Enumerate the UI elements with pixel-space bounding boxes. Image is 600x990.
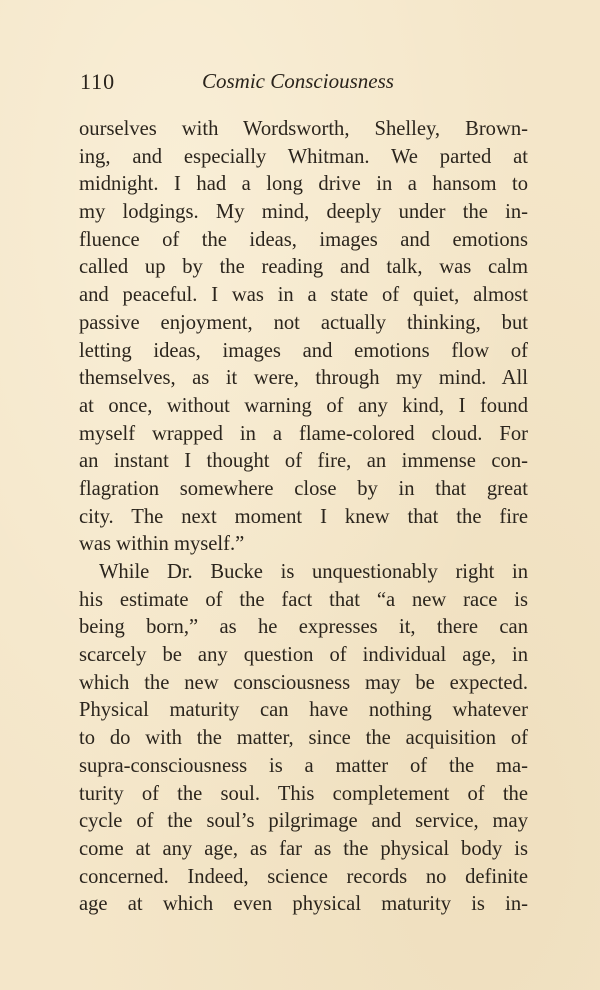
text-line: scarcely be any question of individual age, in <box>79 644 528 667</box>
text-line: called up by the reading and talk, was calm <box>79 256 528 279</box>
text-line: supra-consciousness is a matter of the ma- <box>79 754 528 777</box>
text-line: Physical maturity can have nothing whatever <box>79 699 528 722</box>
text-line: themselves, as it were, through my mind. All <box>79 367 528 390</box>
text-line: being born,” as he expresses it, there can <box>79 616 528 639</box>
text-line: was within myself.” <box>79 533 245 556</box>
paragraph-1 <box>79 116 528 559</box>
running-head <box>80 69 530 99</box>
text-line: concerned. Indeed, science records no definite <box>79 865 528 888</box>
text-line: age at which even physical maturity is in- <box>79 893 528 916</box>
paragraph-2 <box>79 559 528 919</box>
text-line: While Dr. Bucke is unquestionably right in <box>99 561 528 583</box>
text-line: myself wrapped in a flame-colored cloud. For <box>79 422 528 445</box>
text-line: midnight. I had a long drive in a hansom to <box>79 173 528 196</box>
text-line: cycle of the soul’s pilgrimage and service, may <box>79 810 528 833</box>
text-line: to do with the matter, since the acquisition of <box>79 727 528 750</box>
running-title: Cosmic Consciousness <box>202 69 394 93</box>
text-line: ourselves with Wordsworth, Shelley, Brown- <box>79 118 528 140</box>
text-line: which the new consciousness may be expected. <box>79 671 528 694</box>
page-number: 110 <box>80 69 116 94</box>
text-line: flagration somewhere close by in that great <box>79 477 528 500</box>
text-line: an instant I thought of fire, an immense con- <box>79 450 528 473</box>
text-line: ing, and especially Whitman. We parted at <box>79 145 528 168</box>
body-text <box>79 116 528 919</box>
text-line: passive enjoyment, not actually thinking, but <box>79 311 528 334</box>
text-line: turity of the soul. This completement of the <box>79 782 528 805</box>
text-line: my lodgings. My mind, deeply under the in- <box>79 201 528 224</box>
text-line: his estimate of the fact that “a new race is <box>79 588 528 611</box>
text-line: city. The next moment I knew that the fire <box>79 505 528 528</box>
text-line: and peaceful. I was in a state of quiet, almost <box>79 284 528 307</box>
text-line: come at any age, as far as the physical body is <box>79 837 528 860</box>
text-line: letting ideas, images and emotions flow of <box>79 339 528 362</box>
text-line: fluence of the ideas, images and emotions <box>79 228 528 251</box>
text-line: at once, without warning of any kind, I found <box>79 394 528 417</box>
